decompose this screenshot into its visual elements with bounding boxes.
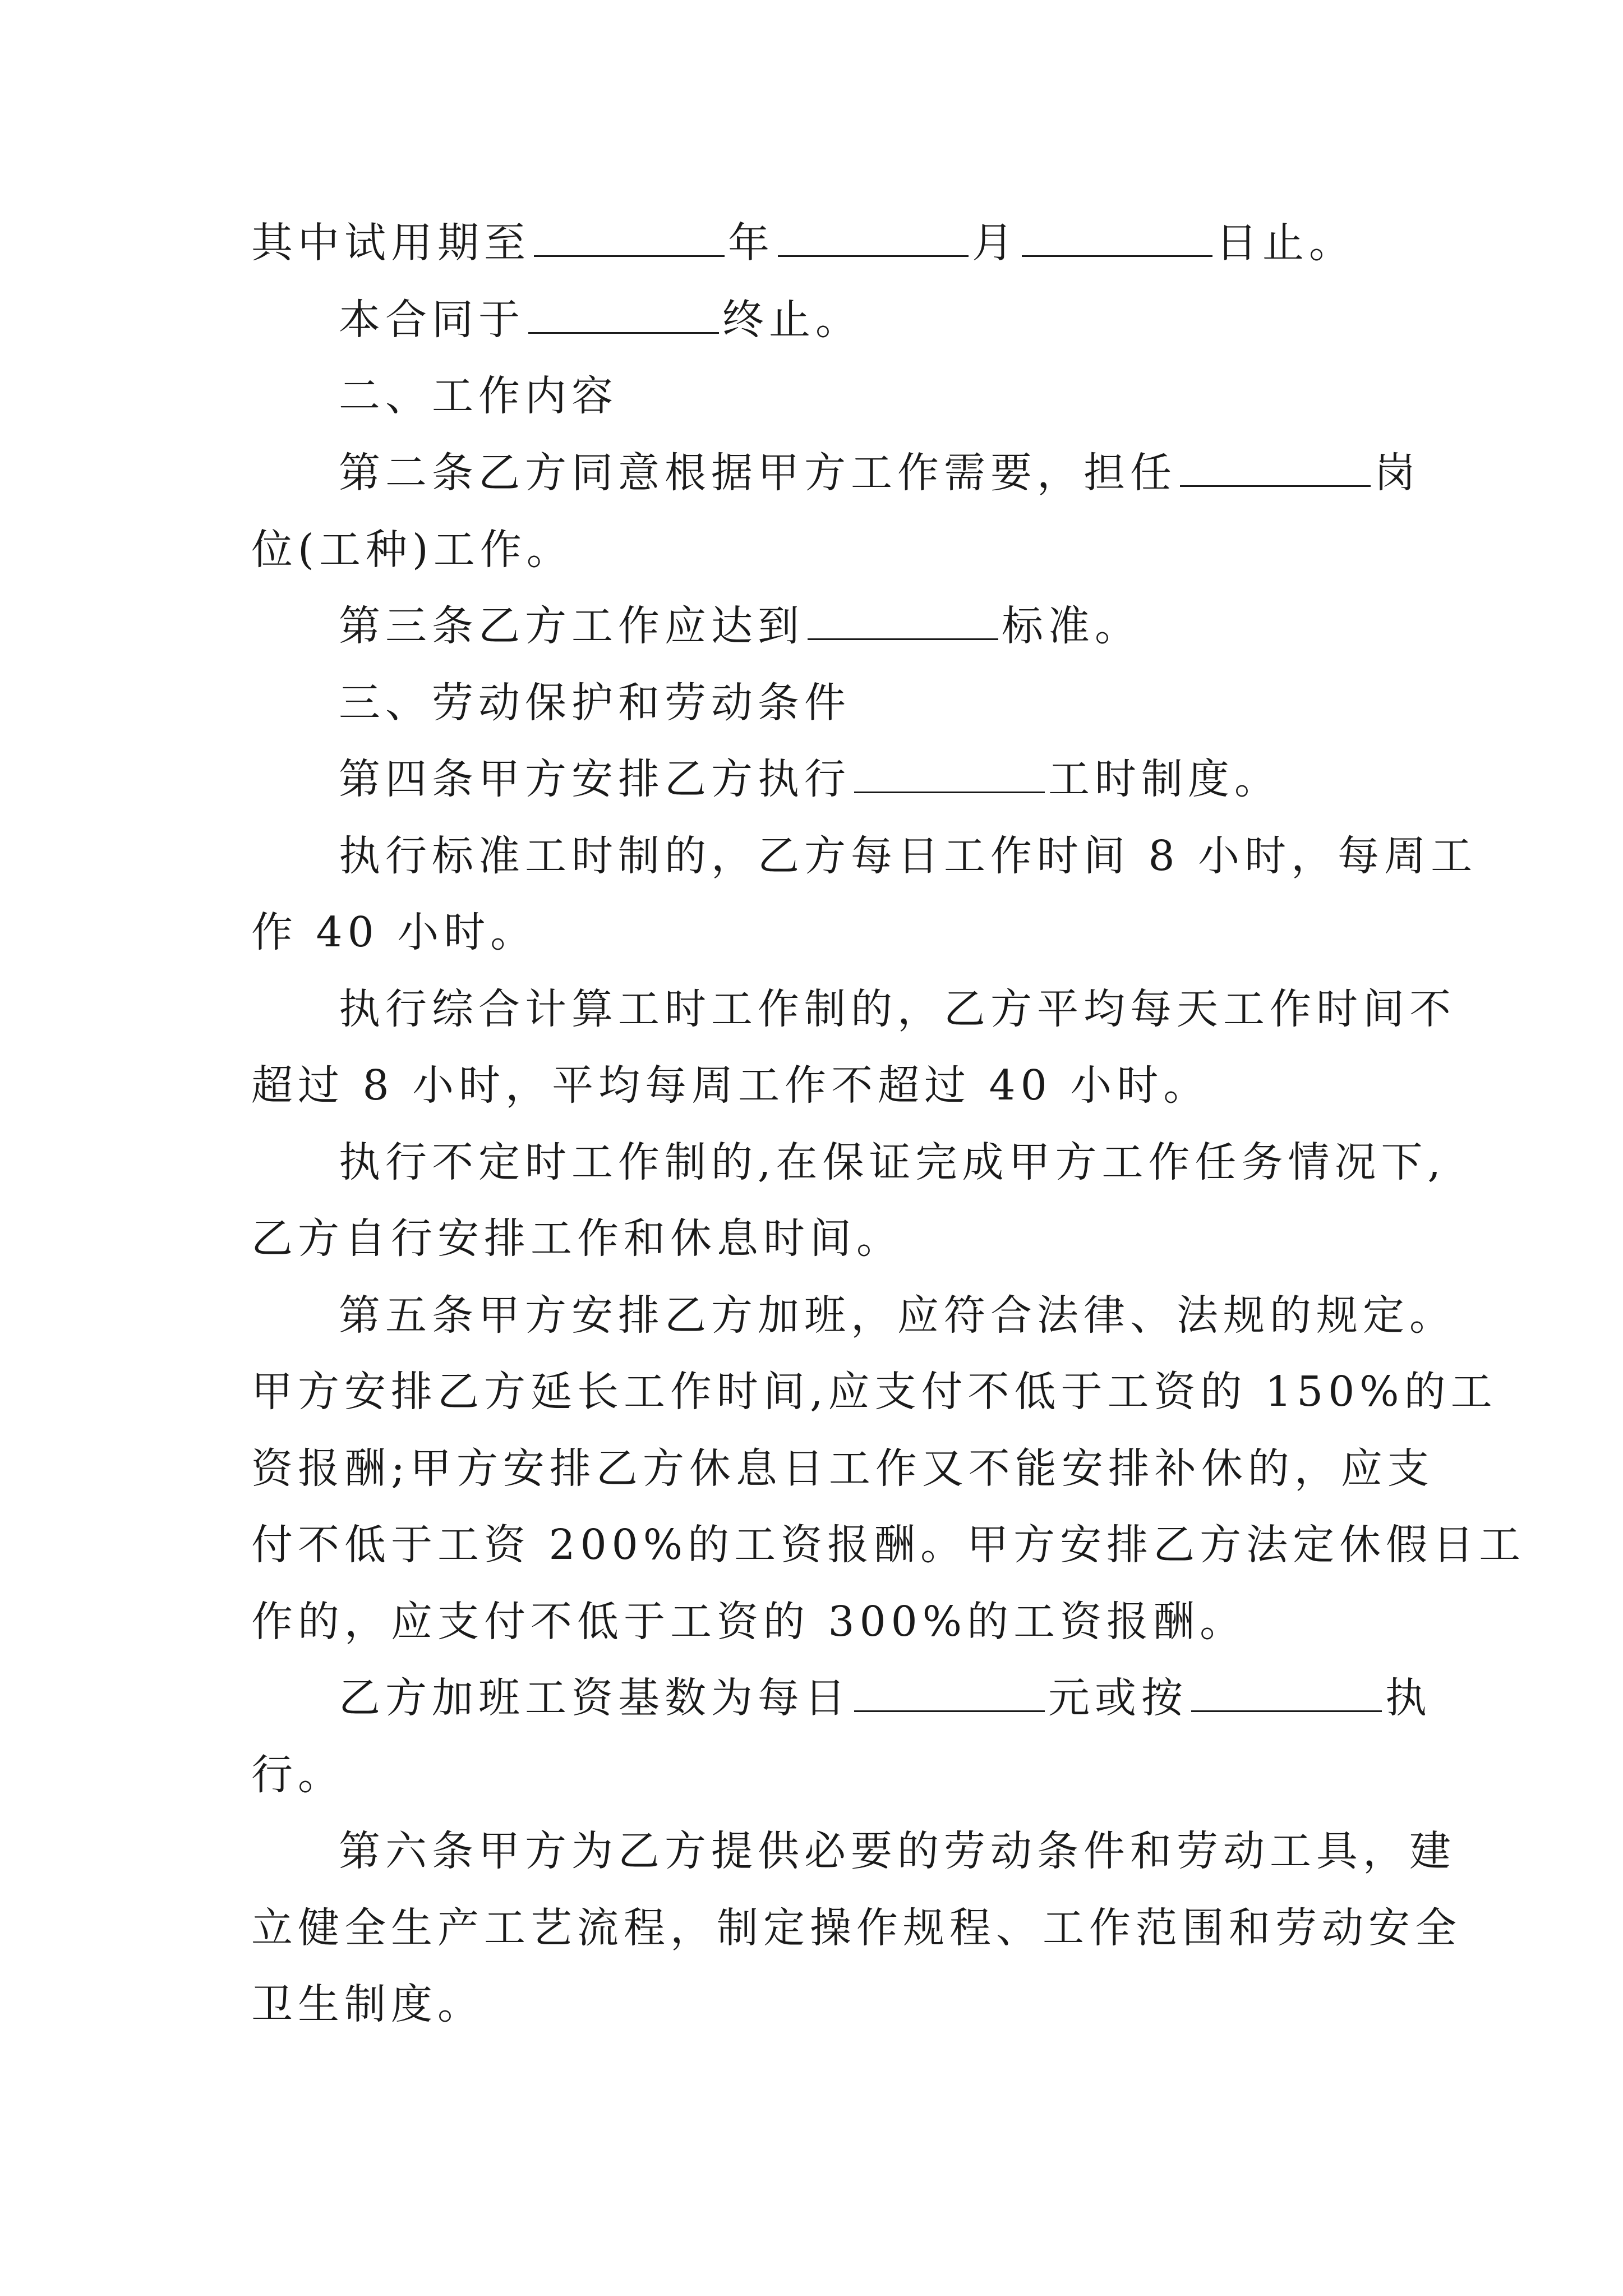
blank-field xyxy=(1191,1678,1382,1712)
blank-field xyxy=(854,1678,1045,1712)
text-line: 执行标准工时制的，乙方每日工作时间 8 小时，每周工 xyxy=(339,832,1478,880)
text-line: 卫生制度。 xyxy=(251,1980,484,2028)
text-line: 执行不定时工作制的,在保证完成甲方工作任务情况下, xyxy=(339,1138,1446,1186)
text-line: 第二条乙方同意根据甲方工作需要，担任 岗 xyxy=(339,449,1421,497)
text-line: 乙方自行安排工作和休息时间。 xyxy=(251,1214,903,1263)
text-line: 甲方安排乙方延长工作时间,应支付不低于工资的 150%的工 xyxy=(251,1368,1497,1416)
blank-field xyxy=(808,606,998,640)
blank-field xyxy=(528,300,719,334)
text-line: 付不低于工资 200%的工资报酬。甲方安排乙方法定休假日工 xyxy=(251,1521,1526,1569)
text-line: 第四条甲方安排乙方执行 工时制度。 xyxy=(339,755,1281,803)
section-heading: 二、工作内容 xyxy=(339,372,618,420)
text-line: 作 40 小时。 xyxy=(251,908,537,956)
text-line: 第五条甲方安排乙方加班，应符合法律、法规的规定。 xyxy=(339,1291,1456,1340)
text-line: 超过 8 小时，平均每周工作不超过 40 小时。 xyxy=(251,1061,1210,1110)
blank-field xyxy=(778,223,969,257)
text-line: 立健全生产工艺流程，制定操作规程、工作范围和劳动安全 xyxy=(251,1904,1461,1952)
blank-field xyxy=(1180,453,1371,487)
text-line: 第三条乙方工作应达到 标准。 xyxy=(339,602,1141,650)
text-line: 行。 xyxy=(251,1751,344,1799)
section-heading: 三、劳动保护和劳动条件 xyxy=(339,679,851,727)
text-line: 位(工种)工作。 xyxy=(251,526,573,574)
blank-field xyxy=(1022,223,1212,257)
blank-field xyxy=(854,759,1045,793)
text-line: 第六条甲方为乙方提供必要的劳动条件和劳动工具，建 xyxy=(339,1827,1456,1875)
blank-field xyxy=(534,223,725,257)
text-line: 乙方加班工资基数为每日 元或按 执 xyxy=(339,1674,1432,1722)
text-line: 资报酬;甲方安排乙方休息日工作又不能安排补休的，应支 xyxy=(251,1444,1434,1493)
text-line: 其中试用期至 年 月 日止。 xyxy=(251,219,1355,267)
text-line: 执行综合计算工时工作制的，乙方平均每天工作时间不 xyxy=(339,985,1456,1033)
text-line: 作的，应支付不低于工资的 300%的工资报酬。 xyxy=(251,1598,1247,1646)
text-line: 本合同于 终止。 xyxy=(339,296,862,344)
